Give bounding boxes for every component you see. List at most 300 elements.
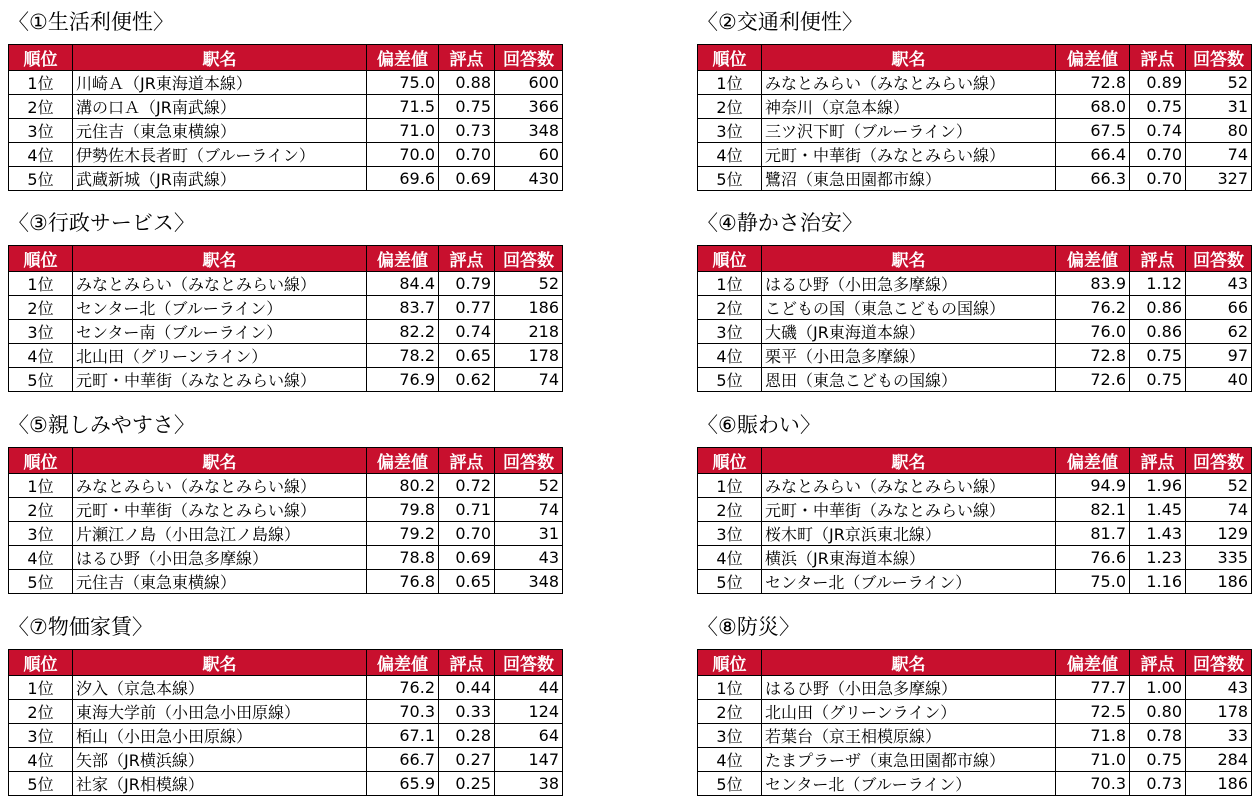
section-title: 〈⑥賑わい〉 bbox=[697, 413, 821, 437]
table-row bbox=[698, 522, 1252, 546]
table-row bbox=[9, 368, 563, 392]
cell-score: 0.74 bbox=[1130, 119, 1186, 143]
cell-name: 東海大学前（小田急小田原線） bbox=[73, 700, 367, 724]
cell-responses: 348 bbox=[495, 119, 563, 143]
cell-deviation: 67.1 bbox=[367, 724, 439, 748]
cell-score: 0.70 bbox=[439, 522, 495, 546]
cell-responses: 284 bbox=[1186, 748, 1252, 772]
column-header-rank: 順位 bbox=[698, 246, 762, 272]
table-row bbox=[698, 344, 1252, 368]
ranking-table bbox=[8, 447, 563, 594]
table-row bbox=[698, 272, 1252, 296]
cell-deviation: 76.9 bbox=[367, 368, 439, 392]
cell-rank: 3位 bbox=[698, 724, 762, 748]
cell-deviation: 65.9 bbox=[367, 772, 439, 796]
cell-deviation: 66.3 bbox=[1056, 167, 1130, 191]
cell-responses: 43 bbox=[495, 546, 563, 570]
header-row bbox=[698, 246, 1252, 272]
section-title: 〈⑤親しみやすさ〉 bbox=[8, 413, 195, 437]
table-row bbox=[698, 498, 1252, 522]
cell-name: 横浜（JR東海道本線） bbox=[762, 546, 1056, 570]
cell-rank: 4位 bbox=[9, 143, 73, 167]
cell-name: 伊勢佐木長者町（ブルーライン） bbox=[73, 143, 367, 167]
column-header-score: 評点 bbox=[1130, 650, 1186, 676]
cell-name: センター南（ブルーライン） bbox=[73, 320, 367, 344]
cell-rank: 2位 bbox=[698, 498, 762, 522]
column-header-responses: 回答数 bbox=[1186, 650, 1252, 676]
cell-deviation: 81.7 bbox=[1056, 522, 1130, 546]
cell-name: みなとみらい（みなとみらい線） bbox=[73, 474, 367, 498]
cell-deviation: 94.9 bbox=[1056, 474, 1130, 498]
cell-score: 0.70 bbox=[1130, 143, 1186, 167]
table-row bbox=[698, 724, 1252, 748]
cell-responses: 60 bbox=[495, 143, 563, 167]
table-row bbox=[9, 700, 563, 724]
cell-name: 溝の口Ａ（JR南武線） bbox=[73, 95, 367, 119]
cell-score: 0.65 bbox=[439, 570, 495, 594]
cell-score: 0.28 bbox=[439, 724, 495, 748]
cell-deviation: 78.2 bbox=[367, 344, 439, 368]
ranking-table bbox=[697, 245, 1252, 392]
ranking-table bbox=[8, 245, 563, 392]
cell-rank: 1位 bbox=[698, 474, 762, 498]
cell-rank: 5位 bbox=[698, 167, 762, 191]
cell-deviation: 70.0 bbox=[367, 143, 439, 167]
table-row bbox=[9, 167, 563, 191]
cell-rank: 2位 bbox=[9, 296, 73, 320]
cell-responses: 52 bbox=[1186, 474, 1252, 498]
column-header-score: 評点 bbox=[1130, 246, 1186, 272]
column-header-responses: 回答数 bbox=[495, 448, 563, 474]
header-row bbox=[9, 45, 563, 71]
cell-score: 0.69 bbox=[439, 167, 495, 191]
ranking-table bbox=[697, 649, 1252, 796]
column-header-score: 評点 bbox=[1130, 45, 1186, 71]
cell-rank: 4位 bbox=[9, 748, 73, 772]
cell-deviation: 71.8 bbox=[1056, 724, 1130, 748]
cell-rank: 5位 bbox=[9, 368, 73, 392]
cell-responses: 186 bbox=[495, 296, 563, 320]
cell-score: 0.70 bbox=[1130, 167, 1186, 191]
header-row bbox=[698, 650, 1252, 676]
cell-responses: 178 bbox=[1186, 700, 1252, 724]
cell-responses: 43 bbox=[1186, 272, 1252, 296]
cell-name: 元町・中華街（みなとみらい線） bbox=[73, 368, 367, 392]
cell-responses: 80 bbox=[1186, 119, 1252, 143]
cell-score: 0.80 bbox=[1130, 700, 1186, 724]
table-row bbox=[9, 95, 563, 119]
cell-rank: 4位 bbox=[9, 546, 73, 570]
cell-score: 1.12 bbox=[1130, 272, 1186, 296]
cell-deviation: 67.5 bbox=[1056, 119, 1130, 143]
cell-score: 0.78 bbox=[1130, 724, 1186, 748]
column-header-name: 駅名 bbox=[73, 45, 367, 71]
cell-rank: 1位 bbox=[9, 474, 73, 498]
table-row bbox=[9, 474, 563, 498]
cell-name: 三ツ沢下町（ブルーライン） bbox=[762, 119, 1056, 143]
column-header-score: 評点 bbox=[439, 45, 495, 71]
cell-score: 1.23 bbox=[1130, 546, 1186, 570]
table-row bbox=[698, 474, 1252, 498]
column-header-score: 評点 bbox=[439, 246, 495, 272]
cell-deviation: 76.6 bbox=[1056, 546, 1130, 570]
cell-score: 0.62 bbox=[439, 368, 495, 392]
table-row bbox=[698, 296, 1252, 320]
cell-rank: 1位 bbox=[698, 71, 762, 95]
cell-score: 0.71 bbox=[439, 498, 495, 522]
cell-deviation: 83.7 bbox=[367, 296, 439, 320]
cell-name: はるひ野（小田急多摩線） bbox=[762, 676, 1056, 700]
cell-responses: 64 bbox=[495, 724, 563, 748]
column-header-name: 駅名 bbox=[73, 650, 367, 676]
cell-responses: 38 bbox=[495, 772, 563, 796]
cell-score: 0.33 bbox=[439, 700, 495, 724]
table-row bbox=[698, 119, 1252, 143]
cell-responses: 62 bbox=[1186, 320, 1252, 344]
cell-deviation: 72.5 bbox=[1056, 700, 1130, 724]
cell-deviation: 75.0 bbox=[367, 71, 439, 95]
cell-rank: 2位 bbox=[698, 95, 762, 119]
cell-rank: 3位 bbox=[9, 522, 73, 546]
cell-deviation: 84.4 bbox=[367, 272, 439, 296]
cell-score: 0.89 bbox=[1130, 71, 1186, 95]
cell-responses: 74 bbox=[495, 498, 563, 522]
cell-name: 片瀬江ノ島（小田急江ノ島線） bbox=[73, 522, 367, 546]
cell-responses: 218 bbox=[495, 320, 563, 344]
section-title: 〈③行政サービス〉 bbox=[8, 211, 195, 235]
cell-score: 0.27 bbox=[439, 748, 495, 772]
cell-rank: 3位 bbox=[9, 119, 73, 143]
cell-responses: 335 bbox=[1186, 546, 1252, 570]
cell-deviation: 69.6 bbox=[367, 167, 439, 191]
table-row bbox=[698, 700, 1252, 724]
table-row bbox=[698, 748, 1252, 772]
table-row bbox=[698, 570, 1252, 594]
column-header-responses: 回答数 bbox=[1186, 448, 1252, 474]
header-row bbox=[698, 45, 1252, 71]
cell-deviation: 76.2 bbox=[1056, 296, 1130, 320]
cell-responses: 129 bbox=[1186, 522, 1252, 546]
cell-name: 川崎Ａ（JR東海道本線） bbox=[73, 71, 367, 95]
cell-score: 0.69 bbox=[439, 546, 495, 570]
cell-deviation: 71.0 bbox=[367, 119, 439, 143]
column-header-deviation: 偏差値 bbox=[367, 246, 439, 272]
column-header-responses: 回答数 bbox=[1186, 45, 1252, 71]
cell-rank: 1位 bbox=[9, 272, 73, 296]
ranking-table bbox=[8, 649, 563, 796]
cell-score: 1.45 bbox=[1130, 498, 1186, 522]
table-row bbox=[9, 748, 563, 772]
cell-deviation: 68.0 bbox=[1056, 95, 1130, 119]
cell-responses: 52 bbox=[495, 272, 563, 296]
cell-score: 0.86 bbox=[1130, 296, 1186, 320]
cell-rank: 2位 bbox=[9, 700, 73, 724]
table-row bbox=[698, 546, 1252, 570]
cell-name: みなとみらい（みなとみらい線） bbox=[762, 474, 1056, 498]
table-row bbox=[9, 724, 563, 748]
cell-deviation: 82.1 bbox=[1056, 498, 1130, 522]
cell-rank: 2位 bbox=[9, 95, 73, 119]
cell-deviation: 83.9 bbox=[1056, 272, 1130, 296]
cell-responses: 97 bbox=[1186, 344, 1252, 368]
cell-score: 0.25 bbox=[439, 772, 495, 796]
column-header-name: 駅名 bbox=[762, 448, 1056, 474]
cell-deviation: 78.8 bbox=[367, 546, 439, 570]
cell-responses: 327 bbox=[1186, 167, 1252, 191]
column-header-deviation: 偏差値 bbox=[1056, 246, 1130, 272]
cell-name: 北山田（グリーンライン） bbox=[762, 700, 1056, 724]
cell-deviation: 71.0 bbox=[1056, 748, 1130, 772]
cell-score: 0.75 bbox=[1130, 95, 1186, 119]
header-row bbox=[698, 448, 1252, 474]
cell-deviation: 79.2 bbox=[367, 522, 439, 546]
table-row bbox=[9, 570, 563, 594]
column-header-deviation: 偏差値 bbox=[1056, 448, 1130, 474]
column-header-name: 駅名 bbox=[73, 246, 367, 272]
cell-score: 0.44 bbox=[439, 676, 495, 700]
cell-name: 恩田（東急こどもの国線） bbox=[762, 368, 1056, 392]
cell-score: 0.75 bbox=[439, 95, 495, 119]
column-header-rank: 順位 bbox=[698, 45, 762, 71]
cell-deviation: 76.2 bbox=[367, 676, 439, 700]
cell-score: 1.16 bbox=[1130, 570, 1186, 594]
cell-name: みなとみらい（みなとみらい線） bbox=[73, 272, 367, 296]
cell-name: センター北（ブルーライン） bbox=[762, 570, 1056, 594]
section-title: 〈⑦物価家賃〉 bbox=[8, 615, 153, 639]
cell-score: 1.43 bbox=[1130, 522, 1186, 546]
cell-rank: 5位 bbox=[9, 570, 73, 594]
cell-name: こどもの国（東急こどもの国線） bbox=[762, 296, 1056, 320]
column-header-deviation: 偏差値 bbox=[367, 650, 439, 676]
cell-score: 0.77 bbox=[439, 296, 495, 320]
cell-score: 0.75 bbox=[1130, 748, 1186, 772]
cell-rank: 5位 bbox=[698, 368, 762, 392]
cell-rank: 5位 bbox=[9, 167, 73, 191]
cell-deviation: 66.4 bbox=[1056, 143, 1130, 167]
cell-rank: 5位 bbox=[698, 570, 762, 594]
cell-name: センター北（ブルーライン） bbox=[73, 296, 367, 320]
cell-rank: 4位 bbox=[698, 344, 762, 368]
cell-name: 元住吉（東急東横線） bbox=[73, 119, 367, 143]
cell-deviation: 70.3 bbox=[367, 700, 439, 724]
cell-responses: 124 bbox=[495, 700, 563, 724]
cell-name: センター北（ブルーライン） bbox=[762, 772, 1056, 796]
cell-rank: 1位 bbox=[9, 71, 73, 95]
column-header-rank: 順位 bbox=[9, 448, 73, 474]
cell-score: 1.96 bbox=[1130, 474, 1186, 498]
cell-deviation: 70.3 bbox=[1056, 772, 1130, 796]
cell-deviation: 71.5 bbox=[367, 95, 439, 119]
cell-responses: 147 bbox=[495, 748, 563, 772]
column-header-rank: 順位 bbox=[698, 448, 762, 474]
cell-name: 桜木町（JR京浜東北線） bbox=[762, 522, 1056, 546]
cell-name: みなとみらい（みなとみらい線） bbox=[762, 71, 1056, 95]
table-row bbox=[9, 296, 563, 320]
column-header-rank: 順位 bbox=[9, 45, 73, 71]
table-row bbox=[9, 320, 563, 344]
cell-rank: 2位 bbox=[698, 700, 762, 724]
cell-score: 0.70 bbox=[439, 143, 495, 167]
table-row bbox=[9, 772, 563, 796]
cell-rank: 4位 bbox=[698, 143, 762, 167]
ranking-table bbox=[697, 44, 1252, 191]
cell-rank: 2位 bbox=[9, 498, 73, 522]
cell-responses: 74 bbox=[495, 368, 563, 392]
column-header-deviation: 偏差値 bbox=[367, 448, 439, 474]
cell-responses: 186 bbox=[1186, 570, 1252, 594]
column-header-score: 評点 bbox=[439, 650, 495, 676]
cell-responses: 186 bbox=[1186, 772, 1252, 796]
cell-name: 栢山（小田急小田原線） bbox=[73, 724, 367, 748]
cell-score: 1.00 bbox=[1130, 676, 1186, 700]
column-header-deviation: 偏差値 bbox=[1056, 650, 1130, 676]
column-header-name: 駅名 bbox=[73, 448, 367, 474]
section-title: 〈①生活利便性〉 bbox=[8, 10, 174, 34]
table-row bbox=[698, 167, 1252, 191]
cell-name: はるひ野（小田急多摩線） bbox=[73, 546, 367, 570]
cell-score: 0.74 bbox=[439, 320, 495, 344]
cell-name: 北山田（グリーンライン） bbox=[73, 344, 367, 368]
cell-responses: 348 bbox=[495, 570, 563, 594]
cell-score: 0.75 bbox=[1130, 344, 1186, 368]
cell-rank: 5位 bbox=[9, 772, 73, 796]
cell-deviation: 75.0 bbox=[1056, 570, 1130, 594]
column-header-deviation: 偏差値 bbox=[367, 45, 439, 71]
table-row bbox=[9, 676, 563, 700]
cell-deviation: 72.8 bbox=[1056, 71, 1130, 95]
table-row bbox=[698, 95, 1252, 119]
cell-deviation: 77.7 bbox=[1056, 676, 1130, 700]
cell-rank: 5位 bbox=[698, 772, 762, 796]
column-header-responses: 回答数 bbox=[495, 650, 563, 676]
header-row bbox=[9, 650, 563, 676]
cell-rank: 3位 bbox=[9, 320, 73, 344]
column-header-responses: 回答数 bbox=[1186, 246, 1252, 272]
column-header-responses: 回答数 bbox=[495, 246, 563, 272]
cell-score: 0.79 bbox=[439, 272, 495, 296]
table-row bbox=[9, 498, 563, 522]
cell-responses: 31 bbox=[1186, 95, 1252, 119]
cell-deviation: 79.8 bbox=[367, 498, 439, 522]
column-header-rank: 順位 bbox=[698, 650, 762, 676]
cell-responses: 366 bbox=[495, 95, 563, 119]
table-row bbox=[9, 344, 563, 368]
cell-responses: 430 bbox=[495, 167, 563, 191]
cell-name: たまプラーザ（東急田園都市線） bbox=[762, 748, 1056, 772]
ranking-table bbox=[697, 447, 1252, 594]
cell-responses: 74 bbox=[1186, 498, 1252, 522]
cell-score: 0.65 bbox=[439, 344, 495, 368]
section-title: 〈⑧防災〉 bbox=[697, 615, 800, 639]
cell-responses: 33 bbox=[1186, 724, 1252, 748]
cell-deviation: 72.8 bbox=[1056, 344, 1130, 368]
cell-responses: 43 bbox=[1186, 676, 1252, 700]
cell-deviation: 72.6 bbox=[1056, 368, 1130, 392]
ranking-table bbox=[8, 44, 563, 191]
table-row bbox=[9, 143, 563, 167]
cell-deviation: 66.7 bbox=[367, 748, 439, 772]
cell-name: 元町・中華街（みなとみらい線） bbox=[73, 498, 367, 522]
cell-score: 0.73 bbox=[439, 119, 495, 143]
cell-responses: 31 bbox=[495, 522, 563, 546]
cell-rank: 3位 bbox=[9, 724, 73, 748]
cell-responses: 40 bbox=[1186, 368, 1252, 392]
cell-name: 大磯（JR東海道本線） bbox=[762, 320, 1056, 344]
cell-score: 0.75 bbox=[1130, 368, 1186, 392]
table-row bbox=[698, 772, 1252, 796]
cell-rank: 4位 bbox=[9, 344, 73, 368]
table-row bbox=[9, 546, 563, 570]
cell-name: 元町・中華街（みなとみらい線） bbox=[762, 143, 1056, 167]
cell-responses: 52 bbox=[495, 474, 563, 498]
cell-score: 0.72 bbox=[439, 474, 495, 498]
cell-name: 若葉台（京王相模原線） bbox=[762, 724, 1056, 748]
cell-rank: 3位 bbox=[698, 119, 762, 143]
column-header-rank: 順位 bbox=[9, 650, 73, 676]
cell-name: 栗平（小田急多摩線） bbox=[762, 344, 1056, 368]
column-header-name: 駅名 bbox=[762, 246, 1056, 272]
cell-rank: 3位 bbox=[698, 320, 762, 344]
cell-rank: 2位 bbox=[698, 296, 762, 320]
cell-name: はるひ野（小田急多摩線） bbox=[762, 272, 1056, 296]
column-header-responses: 回答数 bbox=[495, 45, 563, 71]
cell-rank: 1位 bbox=[698, 676, 762, 700]
column-header-score: 評点 bbox=[439, 448, 495, 474]
table-row bbox=[698, 71, 1252, 95]
section-title: 〈②交通利便性〉 bbox=[697, 10, 863, 34]
cell-responses: 66 bbox=[1186, 296, 1252, 320]
cell-name: 元町・中華街（みなとみらい線） bbox=[762, 498, 1056, 522]
cell-responses: 44 bbox=[495, 676, 563, 700]
cell-rank: 1位 bbox=[9, 676, 73, 700]
cell-rank: 4位 bbox=[698, 748, 762, 772]
cell-rank: 4位 bbox=[698, 546, 762, 570]
cell-name: 矢部（JR横浜線） bbox=[73, 748, 367, 772]
table-row bbox=[698, 320, 1252, 344]
table-row bbox=[698, 676, 1252, 700]
column-header-deviation: 偏差値 bbox=[1056, 45, 1130, 71]
column-header-rank: 順位 bbox=[9, 246, 73, 272]
cell-deviation: 76.0 bbox=[1056, 320, 1130, 344]
cell-responses: 178 bbox=[495, 344, 563, 368]
cell-name: 武蔵新城（JR南武線） bbox=[73, 167, 367, 191]
cell-responses: 74 bbox=[1186, 143, 1252, 167]
cell-name: 神奈川（京急本線） bbox=[762, 95, 1056, 119]
cell-responses: 52 bbox=[1186, 71, 1252, 95]
column-header-name: 駅名 bbox=[762, 650, 1056, 676]
cell-name: 社家（JR相模線） bbox=[73, 772, 367, 796]
table-row bbox=[9, 522, 563, 546]
cell-rank: 3位 bbox=[698, 522, 762, 546]
cell-score: 0.88 bbox=[439, 71, 495, 95]
cell-deviation: 80.2 bbox=[367, 474, 439, 498]
table-row bbox=[698, 143, 1252, 167]
cell-score: 0.73 bbox=[1130, 772, 1186, 796]
header-row bbox=[9, 448, 563, 474]
cell-name: 汐入（京急本線） bbox=[73, 676, 367, 700]
table-row bbox=[9, 119, 563, 143]
cell-deviation: 82.2 bbox=[367, 320, 439, 344]
section-title: 〈④静かさ治安〉 bbox=[697, 211, 863, 235]
table-row bbox=[9, 71, 563, 95]
cell-rank: 1位 bbox=[698, 272, 762, 296]
table-row bbox=[9, 272, 563, 296]
header-row bbox=[9, 246, 563, 272]
column-header-score: 評点 bbox=[1130, 448, 1186, 474]
cell-responses: 600 bbox=[495, 71, 563, 95]
cell-score: 0.86 bbox=[1130, 320, 1186, 344]
cell-name: 元住吉（東急東横線） bbox=[73, 570, 367, 594]
